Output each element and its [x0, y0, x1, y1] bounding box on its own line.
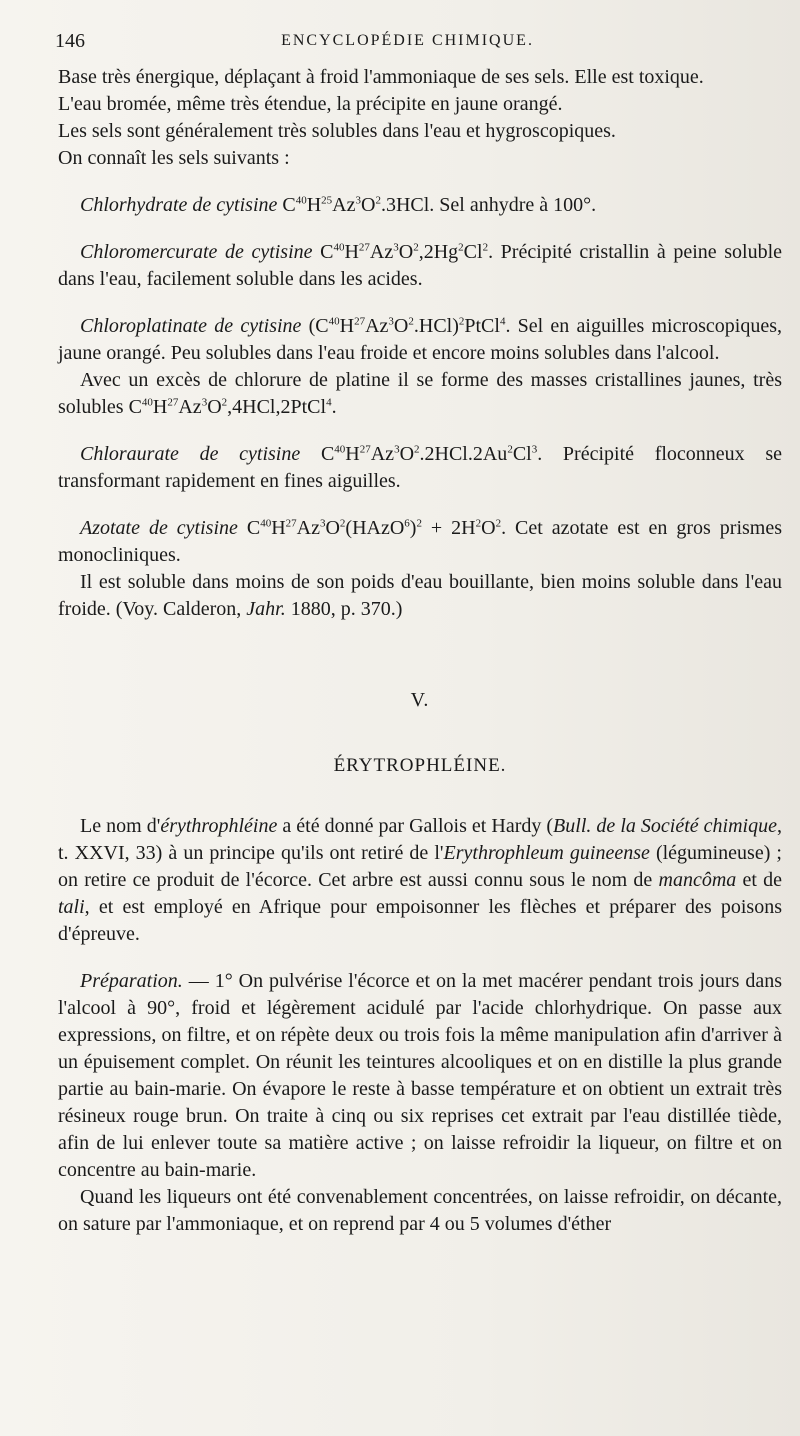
azotate-solubility — [58, 569, 782, 623]
journal-name: Jahr. — [246, 598, 286, 620]
salt-azotate: Azotate de cytisine $C^{40}H^{27}Az^3O^2(HAzO^6)^2 + 2H^2O^2$. Cet azotate est en gros prismes monocliniques. — [58, 517, 783, 566]
text-run: a été donné par Gallois et Hardy ( — [277, 815, 554, 837]
text-run: (légumineuse) ; on retire ce produit de l'écorce. Cet arbre est aussi connu sous le nom de — [58, 842, 782, 891]
local-name: mancôma — [658, 869, 737, 891]
text-run: , t. XXVI, 33) à un principe qu'ils ont retiré de l' — [58, 815, 782, 864]
salt-name: Chloroplatinate de cytisine — [80, 315, 302, 337]
running-head: ENCYCLOPÉDIE CHIMIQUE. — [281, 32, 534, 49]
page-body — [58, 64, 782, 1238]
text-run: et de — [736, 869, 783, 891]
local-name: tali — [58, 896, 85, 918]
term: érythrophléine — [160, 815, 278, 837]
preparation-label: Préparation. — [80, 970, 183, 992]
section-title: ÉRYTROPHLÉINE. — [333, 755, 507, 776]
salt-chloraurate: Chloraurate de cytisine $C^{40}H^{27}Az^3O^2.2HCl.2Au^2Cl^3$. Précipité floconneux se transformant rapidement en fines aiguilles. — [58, 443, 783, 492]
page-number: 146 — [55, 30, 85, 52]
text-run: Le nom d' — [80, 815, 161, 837]
page-header — [55, 30, 760, 56]
excess-text: Avec un excès de chlorure de platine il se forme des masses cristallines jaunes, très solubles — [58, 369, 782, 418]
salt-description: Sel en aiguilles microscopiques, jaune orangé. Peu solubles dans l'eau froide et encore moins solubles dans l'alcool. — [58, 315, 783, 364]
final-paragraph: Quand les liqueurs ont été convenablement concentrées, on laisse refroidir, on décante, on sature par l'ammoniaque, et on reprend par 4 ou 5 volumes d'éther — [58, 1186, 782, 1235]
text-run: , et est employé en Afrique pour empoisonner les flèches et préparer des poisons d'épreuve. — [58, 896, 782, 945]
intro-line: Base très énergique, déplaçant à froid l'ammoniaque de ses sels. Elle est toxique. — [58, 66, 704, 88]
species-name: Erythrophleum guineense — [443, 842, 650, 864]
preparation-paragraph — [58, 968, 782, 1184]
azotate-text-end: 1880, p. 370.) — [285, 598, 403, 620]
section-intro-paragraph — [58, 813, 782, 948]
salt-description: Précipité cristallin à peine soluble dans l'eau, facilement soluble dans les acides. — [58, 241, 783, 290]
salt-chloroplatinate: Chloroplatinate de cytisine $(C^{40}H^{27}Az^3O^2.HCl)^2PtCl^4$. Sel en aiguilles microscopiques, jaune orangé. Peu solubles dans l'eau froide et encore moins solubles dans l'alcool. — [58, 315, 783, 364]
preparation-text: — 1° On pulvérise l'écorce et on la met macérer pendant trois jours dans l'alcool à 90°, froid et légèrement acidulé par l'acide chlorhydrique. On passe aux expressions, on filtre, et on répète deux ou trois fois la même manipulation afin d'arriver à un épuisement complet. On réunit les teintures alcooliques et on en distille la plus grande partie au bain-marie. On évapore le reste à basse température et on obtient un extrait très résineux rouge brun. On traite à cinq ou six reprises cet extrait par l'eau distillée tiède, afin de lui enlever toute sa matière active ; on laisse refroidir la liqueur, on filtre et on concentre au bain-marie. — [58, 970, 782, 1181]
chloroplatinate-excess: Avec un excès de chlorure de platine il se forme des masses cristallines jaunes, très solubles $C^{40}H^{27}Az^3O^2,4HCl,2PtCl^4$. — [58, 369, 782, 418]
salt-description: Sel anhydre à 100°. — [439, 194, 597, 216]
salt-name: Chloraurate de cytisine — [80, 443, 301, 465]
intro-line: On connaît les sels suivants : — [58, 147, 290, 169]
salt-name: Chlorhydrate de cytisine — [80, 194, 278, 216]
section-number: V. — [410, 689, 430, 711]
intro-line: Les sels sont généralement très solubles dans l'eau et hygroscopiques. — [58, 120, 616, 142]
intro-line: L'eau bromée, même très étendue, la précipite en jaune orangé. — [58, 93, 563, 115]
salt-chlorhydrate: Chlorhydrate de cytisine $C^{40}H^{25}Az^3O^2.3HCl$. Sel anhydre à 100°. — [80, 194, 597, 216]
salt-description: Cet azotate est en gros prismes monocliniques. — [58, 517, 783, 566]
salt-name: Azotate de cytisine — [80, 517, 238, 539]
azotate-text: Il est soluble dans moins de son poids d'eau bouillante, bien moins soluble dans l'eau froide. (Voy. Calderon, — [58, 571, 782, 620]
salt-description: Précipité floconneux se transformant rapidement en fines aiguilles. — [58, 443, 783, 492]
salt-name: Chloromercurate de cytisine — [80, 241, 313, 263]
salt-chloromercurate: Chloromercurate de cytisine $C^{40}H^{27}Az^3O^2,2Hg^2Cl^2$. Précipité cristallin à peine soluble dans l'eau, facilement soluble dans les acides. — [58, 241, 783, 290]
journal-name: Bull. de la Société chimique — [553, 815, 777, 837]
